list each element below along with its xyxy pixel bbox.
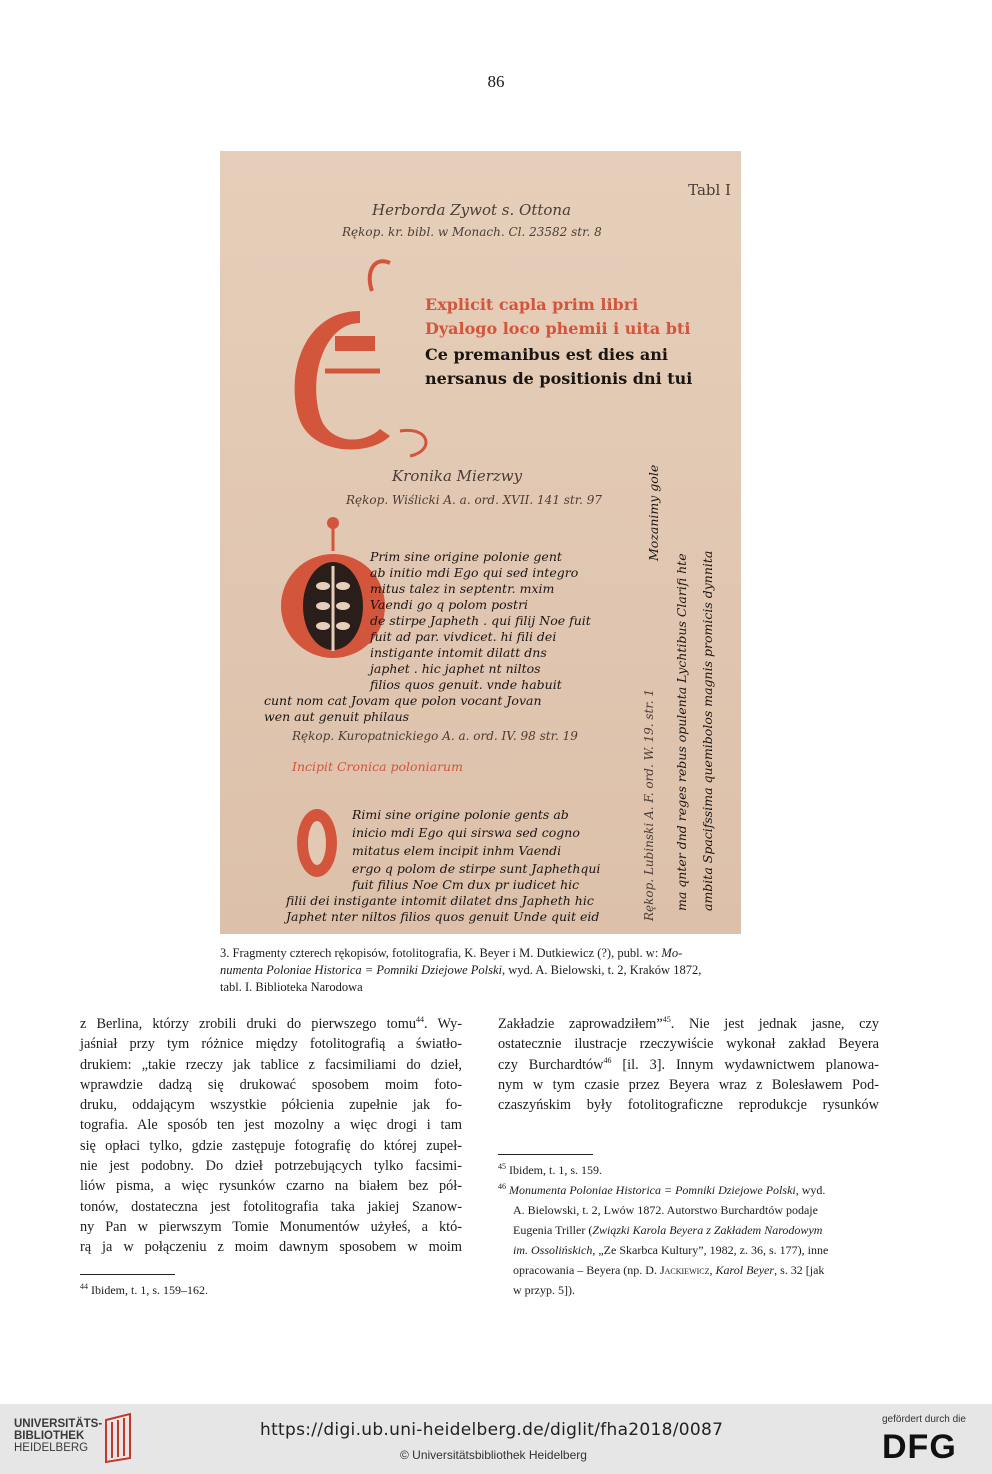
kronika-line-11: wen aut genuit philaus xyxy=(264,709,410,724)
left-line-2: jaśniał przy tym różnice między fotolitografią a światło- xyxy=(80,1036,462,1053)
left-line-11: ny Pan w pierwszym Tomie Monumentów użyłeś, a któ- xyxy=(80,1218,462,1235)
kronika-ref: Rękop. Wiślicki A. a. ord. XVII. 141 str. 97 xyxy=(346,493,603,507)
gothic-line-3: Ce premanibus est dies ani xyxy=(425,345,668,364)
kronika-line-2: ab initio mdi Ego qui sed integro xyxy=(370,565,579,580)
kronika-line-4: Vaendi go q polom postri xyxy=(370,597,529,612)
kuro-line-5: fuit filius Noe Cm dux pr iudicet hic xyxy=(352,877,580,892)
kronika-line-10: cunt nom cat Jovam que polon vocant Jovan xyxy=(264,693,542,708)
lubinski-line-1-vertical: Mozanimy gole xyxy=(646,464,661,561)
lubinski-ref-vertical: Rękop. Lubinski A. F. ord. W. 19. str. 1 xyxy=(642,688,656,921)
right-line-1: Zakładzie zaprowadziłem”$^{45}$. Nie jest jednak jasne, czy xyxy=(498,1015,879,1032)
left-line-5: druku, oddającym wszystkie półcienia zupełnie jak fo- xyxy=(80,1097,462,1114)
kronika-line-6: fuit ad par. vivdicet. hi fili dei xyxy=(370,629,557,644)
kronika-title: Kronika Mierzwy xyxy=(392,467,523,485)
library-logo-text: UNIVERSITÄTS- BIBLIOTHEK HEIDELBERG xyxy=(14,1418,103,1454)
footnote-46: $^{46}$ Monumenta Poloniae Historica = Pomniki Dziejowe Polski, wyd. A. Bielowski, t. 2, Lwów 1872. Autorstwo Burchardtów podaje Eugenia Triller (Związki Karola Beyera z Zakładem Narodowym im. Ossolińskich, „Ze Skarbca Kultury”, 1982, z. 36, s. 177), inne opracowania – Beyera (np. D. Jackiewicz, Karol Beyer, s. 32 [jak w przyp. 5]). xyxy=(498,1182,829,1297)
kronika-line-8: japhet . hic japhet nt niltos xyxy=(370,661,541,676)
kuro-line-1: Rimi sine origine polonie gents ab xyxy=(352,807,569,822)
copyright-notice: © Universitätsbibliothek Heidelberg xyxy=(400,1448,587,1462)
left-line-3: drukiem: „takie rzeczy jak tablice z facsimiliami do dzieł, xyxy=(80,1056,462,1073)
library-logo-icon xyxy=(100,1412,138,1464)
left-column-text xyxy=(80,1014,462,1258)
lubinski-line-2-vertical: ma qnter dnd reges rebus opulenta Lychtibus Clarifi hte xyxy=(674,553,689,911)
page-number: 86 xyxy=(487,72,505,91)
plate-label: Tabl I xyxy=(688,181,731,199)
dfg-label: gefördert durch die xyxy=(882,1414,966,1425)
initial-o-red xyxy=(292,803,342,883)
kronika-line-5: de stirpe Japheth . qui filij Noe fuit xyxy=(370,613,591,628)
dfg-logo: DFG xyxy=(882,1428,957,1466)
caption-line-2: , wyd. A. Bielowski, t. 2, Kraków 1872, xyxy=(502,963,702,977)
kronika-line-1: Prim sine origine polonie gent xyxy=(370,549,562,564)
right-line-3: czy Burchardtów$^{46}$ [il. 3]. Innym wydawnictwem planowa- xyxy=(498,1055,879,1073)
caption-line-1: 3. Fragmenty czterech rękopisów, fotolitografia, K. Beyer i M. Dutkiewicz (?), publ. w: xyxy=(220,946,662,960)
kuro-line-7: Japhet nter niltos filios quos genuit Unde quit eid xyxy=(286,909,600,924)
gothic-line-4: nersanus de positionis dni tui xyxy=(425,369,693,388)
caption-line-3: tabl. I. Biblioteka Narodowa xyxy=(220,980,363,994)
left-line-1: z Berlina, którzy zrobili druki do pierwszego tomu$^{44}$. Wy- xyxy=(80,1015,462,1032)
kronika-line-3: mitus talez in septentr. mxim xyxy=(370,581,555,596)
left-line-4: wprawdzie dadzą się drukować sposobem moim foto- xyxy=(80,1076,462,1093)
left-line-9: liów pisma, a więc rysunków czarno na białem bez pół- xyxy=(80,1178,462,1195)
left-line-8: nie jest podobny. Do dzieł potrzebujących tylko facsimi- xyxy=(80,1158,462,1175)
gothic-line-2: Dyalogo loco phemii i uita bti xyxy=(425,319,691,338)
left-line-7: się opłaci tylko, gdzie zastępuje fotografię do której zupeł- xyxy=(80,1137,462,1154)
permalink-url[interactable]: https://digi.ub.uni-heidelberg.de/diglit/fha2018/0087 xyxy=(260,1420,724,1440)
right-line-2: ostatecznie ilustracje rzeczywiście wykonał zakład Beyera xyxy=(498,1036,879,1053)
footnote-45: $^{45}$ Ibidem, t. 1, s. 159. xyxy=(498,1162,602,1177)
left-footnote-rule xyxy=(80,1274,175,1275)
kuro-line-4: ergo q polom de stirpe sunt Japhethqui xyxy=(352,861,601,876)
herbord-title: Herborda Zywot s. Ottona xyxy=(372,201,572,219)
kuro-line-3: mitatus elem incipit inhm Vaendi xyxy=(352,843,562,858)
initial-e-illustration xyxy=(280,251,440,461)
red-incipit-line: Incipit Cronica poloniarum xyxy=(292,759,463,774)
right-column-text xyxy=(498,1014,879,1115)
kronika-line-9: filios quos genuit. vnde habuit xyxy=(370,677,562,692)
figure-caption xyxy=(220,945,742,996)
right-footnote-rule xyxy=(498,1154,593,1155)
right-line-4: nym w tym czasie przez Beyera wraz z Bolesławem Pod- xyxy=(498,1076,879,1093)
herbord-ref: Rękop. kr. bibl. w Monach. Cl. 23582 str. 8 xyxy=(342,225,602,239)
kuropatnicki-ref: Rękop. Kuropatnickiego A. a. ord. IV. 98 str. 19 xyxy=(292,729,578,743)
left-line-12: rą ja w połączeniu z moim dawnym sposobem w moim xyxy=(80,1239,462,1256)
facsimile-plate xyxy=(220,151,741,934)
caption-line-1-italic: Mo- xyxy=(661,946,683,960)
gothic-line-1: Explicit capla prim libri xyxy=(425,295,639,314)
footer-bar xyxy=(0,1404,992,1474)
kuro-line-2: inicio mdi Ego qui sirswa sed cogno xyxy=(352,825,580,840)
right-line-5: czaszyńskim były fotolitograficzne reprodukcje rysunków xyxy=(498,1097,879,1114)
left-line-10: tonów, dostateczna jest fotolitografia taka jakiej Szanow- xyxy=(80,1198,462,1215)
kuro-line-6: filii dei instigante intomit dilatet dns Japheth hic xyxy=(286,893,594,908)
initial-p-decorated xyxy=(275,511,385,681)
footnote-44: $^{44}$ Ibidem, t. 1, s. 159–162. xyxy=(80,1282,208,1297)
lubinski-line-3-vertical: ambita Spacifssima quemibolos magnis promicis dynnita xyxy=(700,550,715,911)
left-line-6: tografia. Ale sposób ten jest mozolny a więc drogi i tam xyxy=(80,1117,462,1134)
caption-line-2-italic: numenta Poloniae Historica = Pomniki Dziejowe Polski xyxy=(220,963,503,977)
kronika-line-7: instigante intomit dilatt dns xyxy=(370,645,547,660)
